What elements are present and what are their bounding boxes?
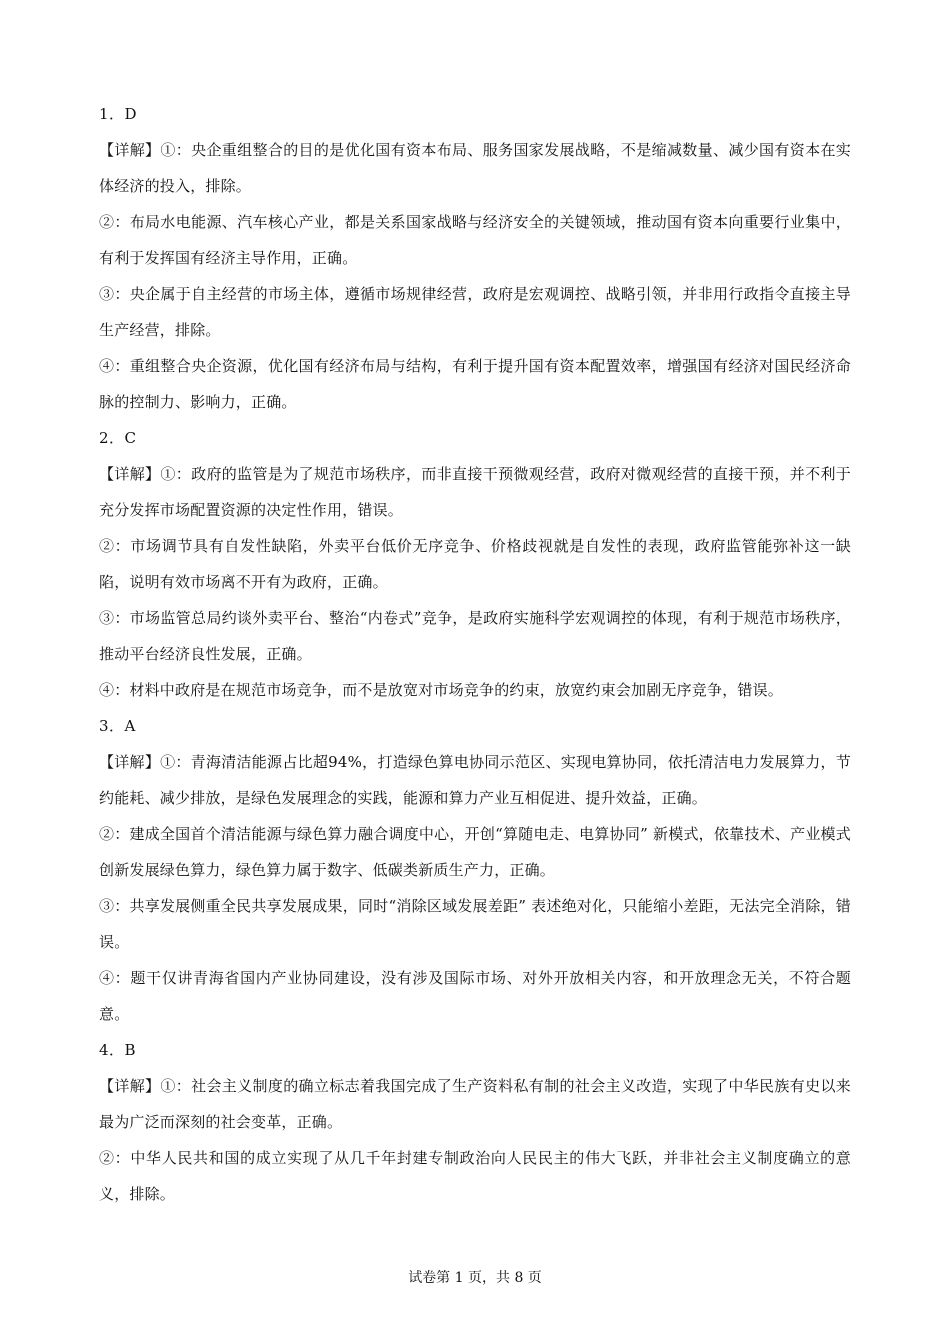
explanation-paragraph: ②：中华人民共和国的成立实现了从几千年封建专制政治向人民民主的伟大飞跃，并非社会主义制度确立的意义，排除。	[99, 1149, 851, 1203]
explanation-paragraph: ②：市场调节具有自发性缺陷，外卖平台低价无序竞争、价格歧视就是自发性的表现，政府监管能弥补这一缺陷，说明有效市场离不开有为政府，正确。	[99, 537, 851, 591]
question-block-1	[99, 96, 851, 420]
explanation-paragraph: ③：共享发展侧重全民共享发展成果，同时“消除区域发展差距” 表述绝对化，只能缩小差距，无法完全消除，错误。	[99, 897, 851, 951]
explanation-paragraph: ②：布局水电能源、汽车核心产业，都是关系国家战略与经济安全的关键领域，推动国有资本向重要行业集中，有利于发挥国有经济主导作用，正确。	[99, 213, 851, 267]
explanation-paragraph: ④：材料中政府是在规范市场竞争，而不是放宽对市场竞争的约束，放宽约束会加剧无序竞争，错误。	[99, 681, 784, 699]
explanation-paragraph: 【详解】①：青海清洁能源占比超94%，打造绿色算电协同示范区、实现电算协同，依托清洁电力发展算力，节约能耗、减少排放，是绿色发展理念的实践，能源和算力产业互相促进、提升效益，正确。	[99, 753, 851, 807]
explanation-paragraph: ③：市场监管总局约谈外卖平台、整治“内卷式”竞争，是政府实施科学宏观调控的体现，有利于规范市场秩序，推动平台经济良性发展，正确。	[99, 609, 851, 663]
question-block-3	[99, 708, 851, 1032]
explanation-paragraph: ④：重组整合央企资源，优化国有经济布局与结构，有利于提升国有资本配置效率，增强国有经济对国民经济命脉的控制力、影响力，正确。	[99, 357, 851, 411]
question-block-2	[99, 420, 851, 708]
question-number: 1．D	[99, 105, 138, 123]
explanation-paragraph: 【详解】①：央企重组整合的目的是优化国有资本布局、服务国家发展战略，不是缩减数量、减少国有资本在实体经济的投入，排除。	[99, 141, 851, 195]
explanation-paragraph: ②：建成全国首个清洁能源与绿色算力融合调度中心，开创“算随电走、电算协同” 新模式，依靠技术、产业模式创新发展绿色算力，绿色算力属于数字、低碳类新质生产力，正确。	[99, 825, 851, 879]
explanation-paragraph: ③：央企属于自主经营的市场主体，遵循市场规律经营，政府是宏观调控、战略引领，并非用行政指令直接主导生产经营，排除。	[99, 285, 851, 339]
explanation-paragraph: 【详解】①：政府的监管是为了规范市场秩序，而非直接干预微观经营，政府对微观经营的直接干预，并不利于充分发挥市场配置资源的决定性作用，错误。	[99, 465, 851, 519]
question-number: 3．A	[99, 717, 136, 735]
question-number: 4．B	[99, 1041, 137, 1059]
explanation-paragraph: ④：题干仅讲青海省国内产业协同建设，没有涉及国际市场、对外开放相关内容，和开放理念无关，不符合题意。	[99, 969, 851, 1023]
page-footer: 试卷第 1 页，共 8 页	[408, 1270, 542, 1286]
answer-content	[99, 96, 851, 1212]
explanation-paragraph: 【详解】①：社会主义制度的确立标志着我国完成了生产资料私有制的社会主义改造，实现了中华民族有史以来最为广泛而深刻的社会变革，正确。	[99, 1077, 851, 1131]
question-block-4	[99, 1032, 851, 1212]
question-number: 2．C	[99, 429, 137, 447]
